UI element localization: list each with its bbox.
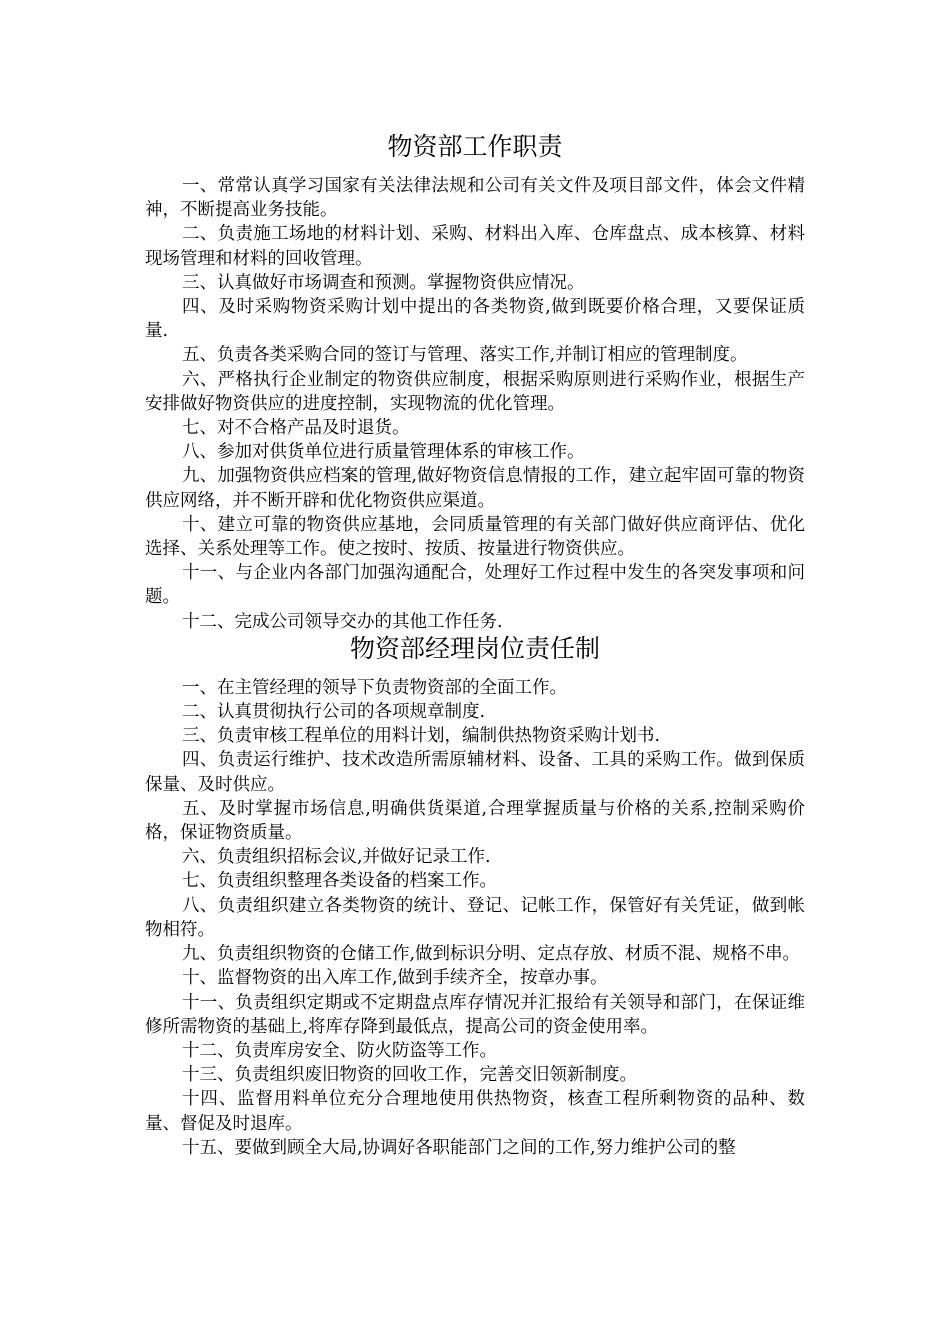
- list-item: 十五、要做到顾全大局,协调好各职能部门之间的工作,努力维护公司的整: [182, 1137, 736, 1158]
- list-item: 四、负责运行维护、技术改造所需原辅材料、设备、工具的采购工作。做到保质保量、及时供应。: [145, 750, 805, 795]
- list-item: 九、加强物资供应档案的管理,做好物资信息情报的工作，建立起牢固可靠的物资供应网络，并不断开辟和优化物资供应渠道。: [145, 466, 805, 511]
- list-item: 九、负责组织物资的仓储工作,做到标识分明、定点存放、材质不混、规格不串。: [182, 944, 801, 965]
- list-item: 四、及时采购物资采购计划中提出的各类物资,做到既要价格合理，又要保证质量.: [145, 297, 805, 342]
- section-title: 物资部工作职责: [387, 132, 563, 161]
- list-item: 七、对不合格产品及时退货。: [182, 418, 410, 439]
- list-item: 六、负责组织招标会议,并做好记录工作.: [182, 847, 491, 868]
- list-item: 十一、与企业内各部门加强沟通配合，处理好工作过程中发生的各突发事项和问题。: [145, 563, 805, 608]
- list-item: 一、在主管经理的领导下负责物资部的全面工作。: [182, 677, 567, 698]
- list-item: 十三、负责组织废旧物资的回收工作，完善交旧领新制度。: [182, 1065, 637, 1086]
- list-item: 七、负责组织整理各类设备的档案工作。: [182, 871, 497, 892]
- list-item: 十一、负责组织定期或不定期盘点库存情况并汇报给有关领导和部门，在保证维修所需物资的基础上,将库存降到最低点，提高公司的资金使用率。: [145, 992, 805, 1037]
- list-item: 六、严格执行企业制定的物资供应制度，根据采购原则进行采购作业，根据生产安排做好物资供应的进度控制，实现物流的优化管理。: [145, 369, 805, 414]
- list-item: 三、负责审核工程单位的用料计划，编制供热物资采购计划书.: [182, 726, 661, 747]
- list-item: 十、监督物资的出入库工作,做到手续齐全，按章办事。: [182, 968, 608, 989]
- list-item: 十、建立可靠的物资供应基地，会同质量管理的有关部门做好供应商评估、优化选择、关系处理等工作。使之按时、按质、按量进行物资供应。: [145, 514, 805, 560]
- list-item: 十四、监督用料单位充分合理地使用供热物资，核查工程所剩物资的品种、数量、督促及时退库。: [145, 1089, 805, 1134]
- list-item: 三、认真做好市场调查和预测。掌握物资供应情况。: [182, 272, 585, 293]
- duties-list: [145, 174, 805, 634]
- list-item: 八、负责组织建立各类物资的统计、登记、记帐工作，保管好有关凭证，做到帐物相符。: [145, 895, 805, 940]
- section-title: 物资部经理岗位责任制: [349, 633, 600, 663]
- list-item: 八、参加对供货单位进行质量管理体系的审核工作。: [182, 442, 585, 463]
- manager-responsibility-list: [145, 676, 805, 1160]
- list-item: 十二、完成公司领导交办的其他工作任务.: [182, 611, 503, 632]
- list-item: 二、认真贯彻执行公司的各项规章制度.: [182, 702, 486, 723]
- list-item: 一、常常认真学习国家有关法律法规和公司有关文件及项目部文件，体会文件精神，不断提高业务技能。: [145, 176, 805, 221]
- document-page: [145, 128, 805, 1160]
- list-item: 十二、负责库房安全、防火防盗等工作。: [182, 1040, 497, 1061]
- list-item: 五、及时掌握市场信息,明确供货渠道,合理掌握质量与价格的关系,控制采购价格，保证物资质量。: [145, 798, 805, 844]
- list-item: 五、负责各类采购合同的签订与管理、落实工作,并制订相应的管理制度。: [182, 345, 748, 366]
- list-item: 二、负责施工场地的材料计划、采购、材料出入库、仓库盘点、成本核算、材料现场管理和材料的回收管理。: [145, 224, 805, 269]
